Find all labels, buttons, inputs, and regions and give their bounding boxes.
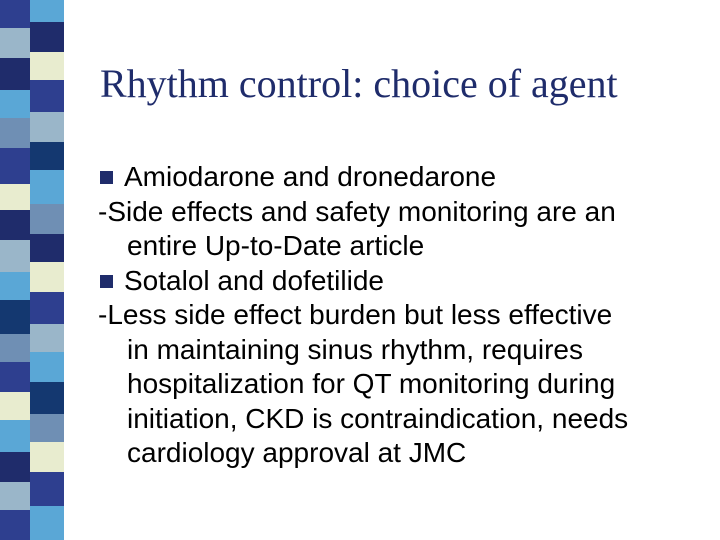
square-bullet-icon xyxy=(100,275,113,288)
detail-line: initiation, CKD is contraindication, needs xyxy=(127,402,629,434)
bullet-heading: Amiodarone and dronedarone xyxy=(124,161,497,192)
square-bullet-icon xyxy=(100,171,113,184)
detail-line: hospitalization for QT monitoring during xyxy=(127,368,616,399)
bullet-item xyxy=(100,264,710,299)
detail-line: entire Up-to-Date article xyxy=(127,230,425,261)
slide-body xyxy=(100,160,710,471)
detail-line: cardiology approval at JMC xyxy=(127,437,467,468)
slide-title: Rhythm control: choice of agent xyxy=(100,61,618,106)
detail-line: -Side effects and safety monitoring are an xyxy=(98,195,616,227)
bullet-heading: Sotalol and dofetilide xyxy=(124,264,384,296)
bullet-item xyxy=(100,160,710,195)
detail-line: -Less side effect burden but less effective xyxy=(98,299,613,330)
detail-line: in maintaining sinus rhythm, requires xyxy=(127,333,583,365)
decorative-side-strip xyxy=(0,0,64,540)
